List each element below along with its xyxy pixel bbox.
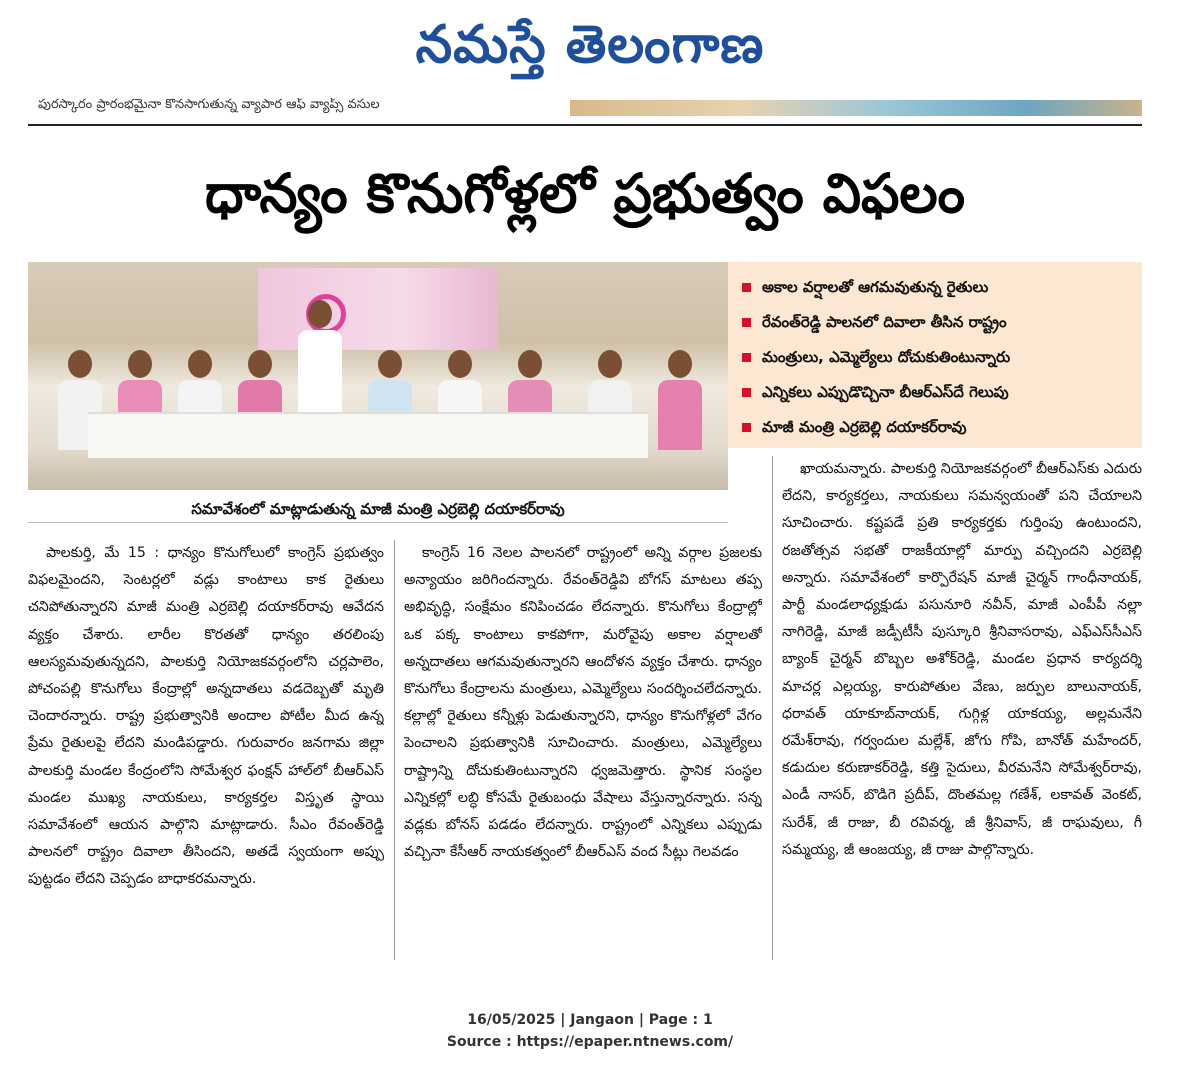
square-bullet-icon: [742, 353, 751, 362]
highlight-item: రేవంత్‌రెడ్డి పాలనలో దివాలా తీసిన రాష్ట్రం: [742, 305, 1132, 340]
square-bullet-icon: [742, 318, 751, 327]
article-column-2: [404, 540, 762, 960]
page-date-edition: 16/05/2025 | Jangaon | Page : 1: [467, 1012, 713, 1028]
article-paragraph: ఖాయమన్నారు. పాలకుర్తి నియోజకవర్గంలో బీఆర్‌ఎస్‌కు ఎదురు లేదని, కార్యకర్తలు, నాయకులు సమన్వయంతో పని చేయాలని సూచించారు. కష్టపడే ప్రతి కార్యకర్తకు గుర్తింపు ఉంటుందని, రజతోత్సవ సభతో రాజకీయాల్లో మార్పు వచ్చిందని ఎర్రబెల్లి అన్నారు. సమావేశంలో కార్పొరేషన్ మాజీ చైర్మన్ గాంధీనాయక్, పార్టీ మండలాధ్యక్షుడు పసునూరి నవీన్, మాజీ ఎంపీపీ నల్లా నాగిరెడ్డి, మాజీ జడ్పీటీసీ పుస్కూరి శ్రీనివాసరావు, ఎఫ్‌ఎస్‌సీఎస్ బ్యాంక్ చైర్మన్ బొబ్బల అశోక్‌రెడ్డి, మండల ప్రధాన కార్యదర్శి మాచర్ల ఎల్లయ్య, కారుపోతుల వేణు, జర్పుల బాలునాయక్, ధరావత్ యాకూబ్‌నాయక్, గుగ్గిళ్ల యాకయ్య, అల్లమనేని రమేశ్‌రావు, గర్వందుల మల్లేశ్, జోగు గోపి, బానోత్ మహేందర్, కడుదుల కరుణాకర్‌రెడ్డి, కత్తి సైదులు, వీరమనేని సోమేశ్వర్‌రావు, ఎండీ నాసర్, బొడిగె ప్రదీప్, దొంతమల్ల గణేశ్, లకావత్ వెంకట్, సురేశ్, జీ రాజు, బీ రవివర్మ, జీ శ్రీనివాస్, జీ రాఘవులు, గీ సమ్మయ్య, జీ ఆంజయ్య, జీ రాజు పాల్గొన్నారు.: [782, 461, 1142, 858]
article-photo: [28, 262, 728, 490]
article-paragraph: కాంగ్రెస్ 16 నెలల పాలనలో రాష్ట్రంలో అన్ని వర్గాల ప్రజలకు అన్యాయం జరిగిందన్నారు. రేవంత్‌రెడ్డివి బోగస్ మాటలు తప్ప అభివృద్ధి, సంక్షేమం కనిపించడం లేదన్నారు. కొనుగోలు కేంద్రాల్లో ఒక పక్క కాంటాలు కాకపోగా, మరోవైపు అకాల వర్షాలతో అన్నదాతలు ఆగమవుతున్నారని ఆందోళన వ్యక్తం చేశారు. ధాన్యం కొనుగోలు కేంద్రాలను మంత్రులు, ఎమ్మెల్యేలు సందర్శించలేదన్నారు. కల్లాల్లో రైతులు కన్నీళ్లు పెడుతున్నారని, ధాన్యం కొనుగోళ్లలో వేగం పెంచాలని ప్రభుత్వానికి సూచించారు. మంత్రులు, ఎమ్మెల్యేలు రాష్ట్రాన్ని దోచుకుతింటున్నారని ధ్వజమెత్తారు. స్థానిక సంస్థల ఎన్నికల్లో లబ్ధి కోసమే రైతుబంధు వేషాలు వేస్తున్నారన్నారు. సన్న వడ్లకు బోనస్ పడడం లేదన్నారు. రాష్ట్రంలో ఎన్నికలు ఎప్పుడు వచ్చినా కేసీఆర్ నాయకత్వంలో బీఆర్‌ఎస్ వంద సీట్లు గెలవడం: [404, 545, 762, 861]
previous-article-strip: [28, 98, 1142, 118]
highlight-item: మాజీ మంత్రి ఎర్రబెల్లి దయాకర్‌రావు: [742, 410, 1132, 445]
column-divider: [394, 540, 395, 960]
person-figure: [658, 350, 702, 450]
article-headline: ధాన్యం కొనుగోళ్లలో ప్రభుత్వం విఫలం: [204, 162, 966, 225]
masthead: [0, 4, 1180, 94]
square-bullet-icon: [742, 283, 751, 292]
meeting-table: [88, 412, 648, 458]
square-bullet-icon: [742, 388, 751, 397]
column-divider: [772, 456, 773, 960]
section-divider: [28, 124, 1142, 126]
article-column-3: [782, 456, 1142, 960]
previous-article-photo: [570, 100, 1142, 116]
speaker-figure: [298, 300, 342, 430]
square-bullet-icon: [742, 423, 751, 432]
highlight-item: మంత్రులు, ఎమ్మెల్యేలు దోచుకుతింటున్నారు: [742, 340, 1132, 375]
article-paragraph: పాలకుర్తి, మే 15 : ధాన్యం కొనుగోలులో కాంగ్రెస్ ప్రభుత్వం విఫలమైందని, సెంటర్లలో వడ్లు కాంటాలు కాక రైతులు చనిపోతున్నారని మాజీ మంత్రి ఎర్రబెల్లి దయాకర్‌రావు ఆవేదన వ్యక్తం చేశారు. లారీల కొరతతో ధాన్యం తరలింపు ఆలస్యమవుతున్నదని, పాలకుర్తి నియోజకవర్గంలోని చర్లపాలెం, పోచంపల్లి కొనుగోలు కేంద్రాల్లో అన్నదాతలు వడదెబ్బతో మృతి చెందారన్నారు. రాష్ట్ర ప్రభుత్వానికి అందాల పోటీల మీద ఉన్న ప్రేమ రైతులపై లేదని మండిపడ్డారు. గురువారం జనగామ జిల్లా పాలకుర్తి మండల కేంద్రంలోని సోమేశ్వర ఫంక్షన్ హాల్‌లో బీఆర్‌ఎస్ మండల ముఖ్య నాయకులు, కార్యకర్తల విస్తృత స్థాయి సమావేశంలో ఆయన పాల్గొని మాట్లాడారు. సీఎం రేవంత్‌రెడ్డి పాలనలో రాష్ట్రం దివాలా తీసిందని, అతడే స్వయంగా అప్పు పుట్టడం లేదని చెప్పడం బాధాకరమన్నారు.: [28, 545, 384, 888]
source-link[interactable]: Source : https://epaper.ntnews.com/: [446, 1034, 734, 1050]
previous-article-text: పురస్కారం ప్రారంభమైనా కొనసాగుతున్న వ్యాపార ఆఫ్ వ్యాప్స్ వసుల: [38, 98, 380, 112]
highlight-item: ఎన్నికలు ఎప్పుడొచ్చినా బీఆర్‌ఎస్‌దే గెలుపు: [742, 375, 1132, 410]
photo-caption: సమావేశంలో మాట్లాడుతున్న మాజీ మంత్రి ఎర్రబెల్లి దయాకర్‌రావు: [28, 496, 728, 523]
highlights-box: [728, 262, 1142, 448]
article-column-1: [28, 540, 384, 960]
highlight-item: అకాల వర్షాలతో ఆగమవుతున్న రైతులు: [742, 270, 1132, 305]
party-banner: [258, 268, 498, 350]
newspaper-logo: నమస్తే తెలంగాణ: [415, 14, 765, 75]
